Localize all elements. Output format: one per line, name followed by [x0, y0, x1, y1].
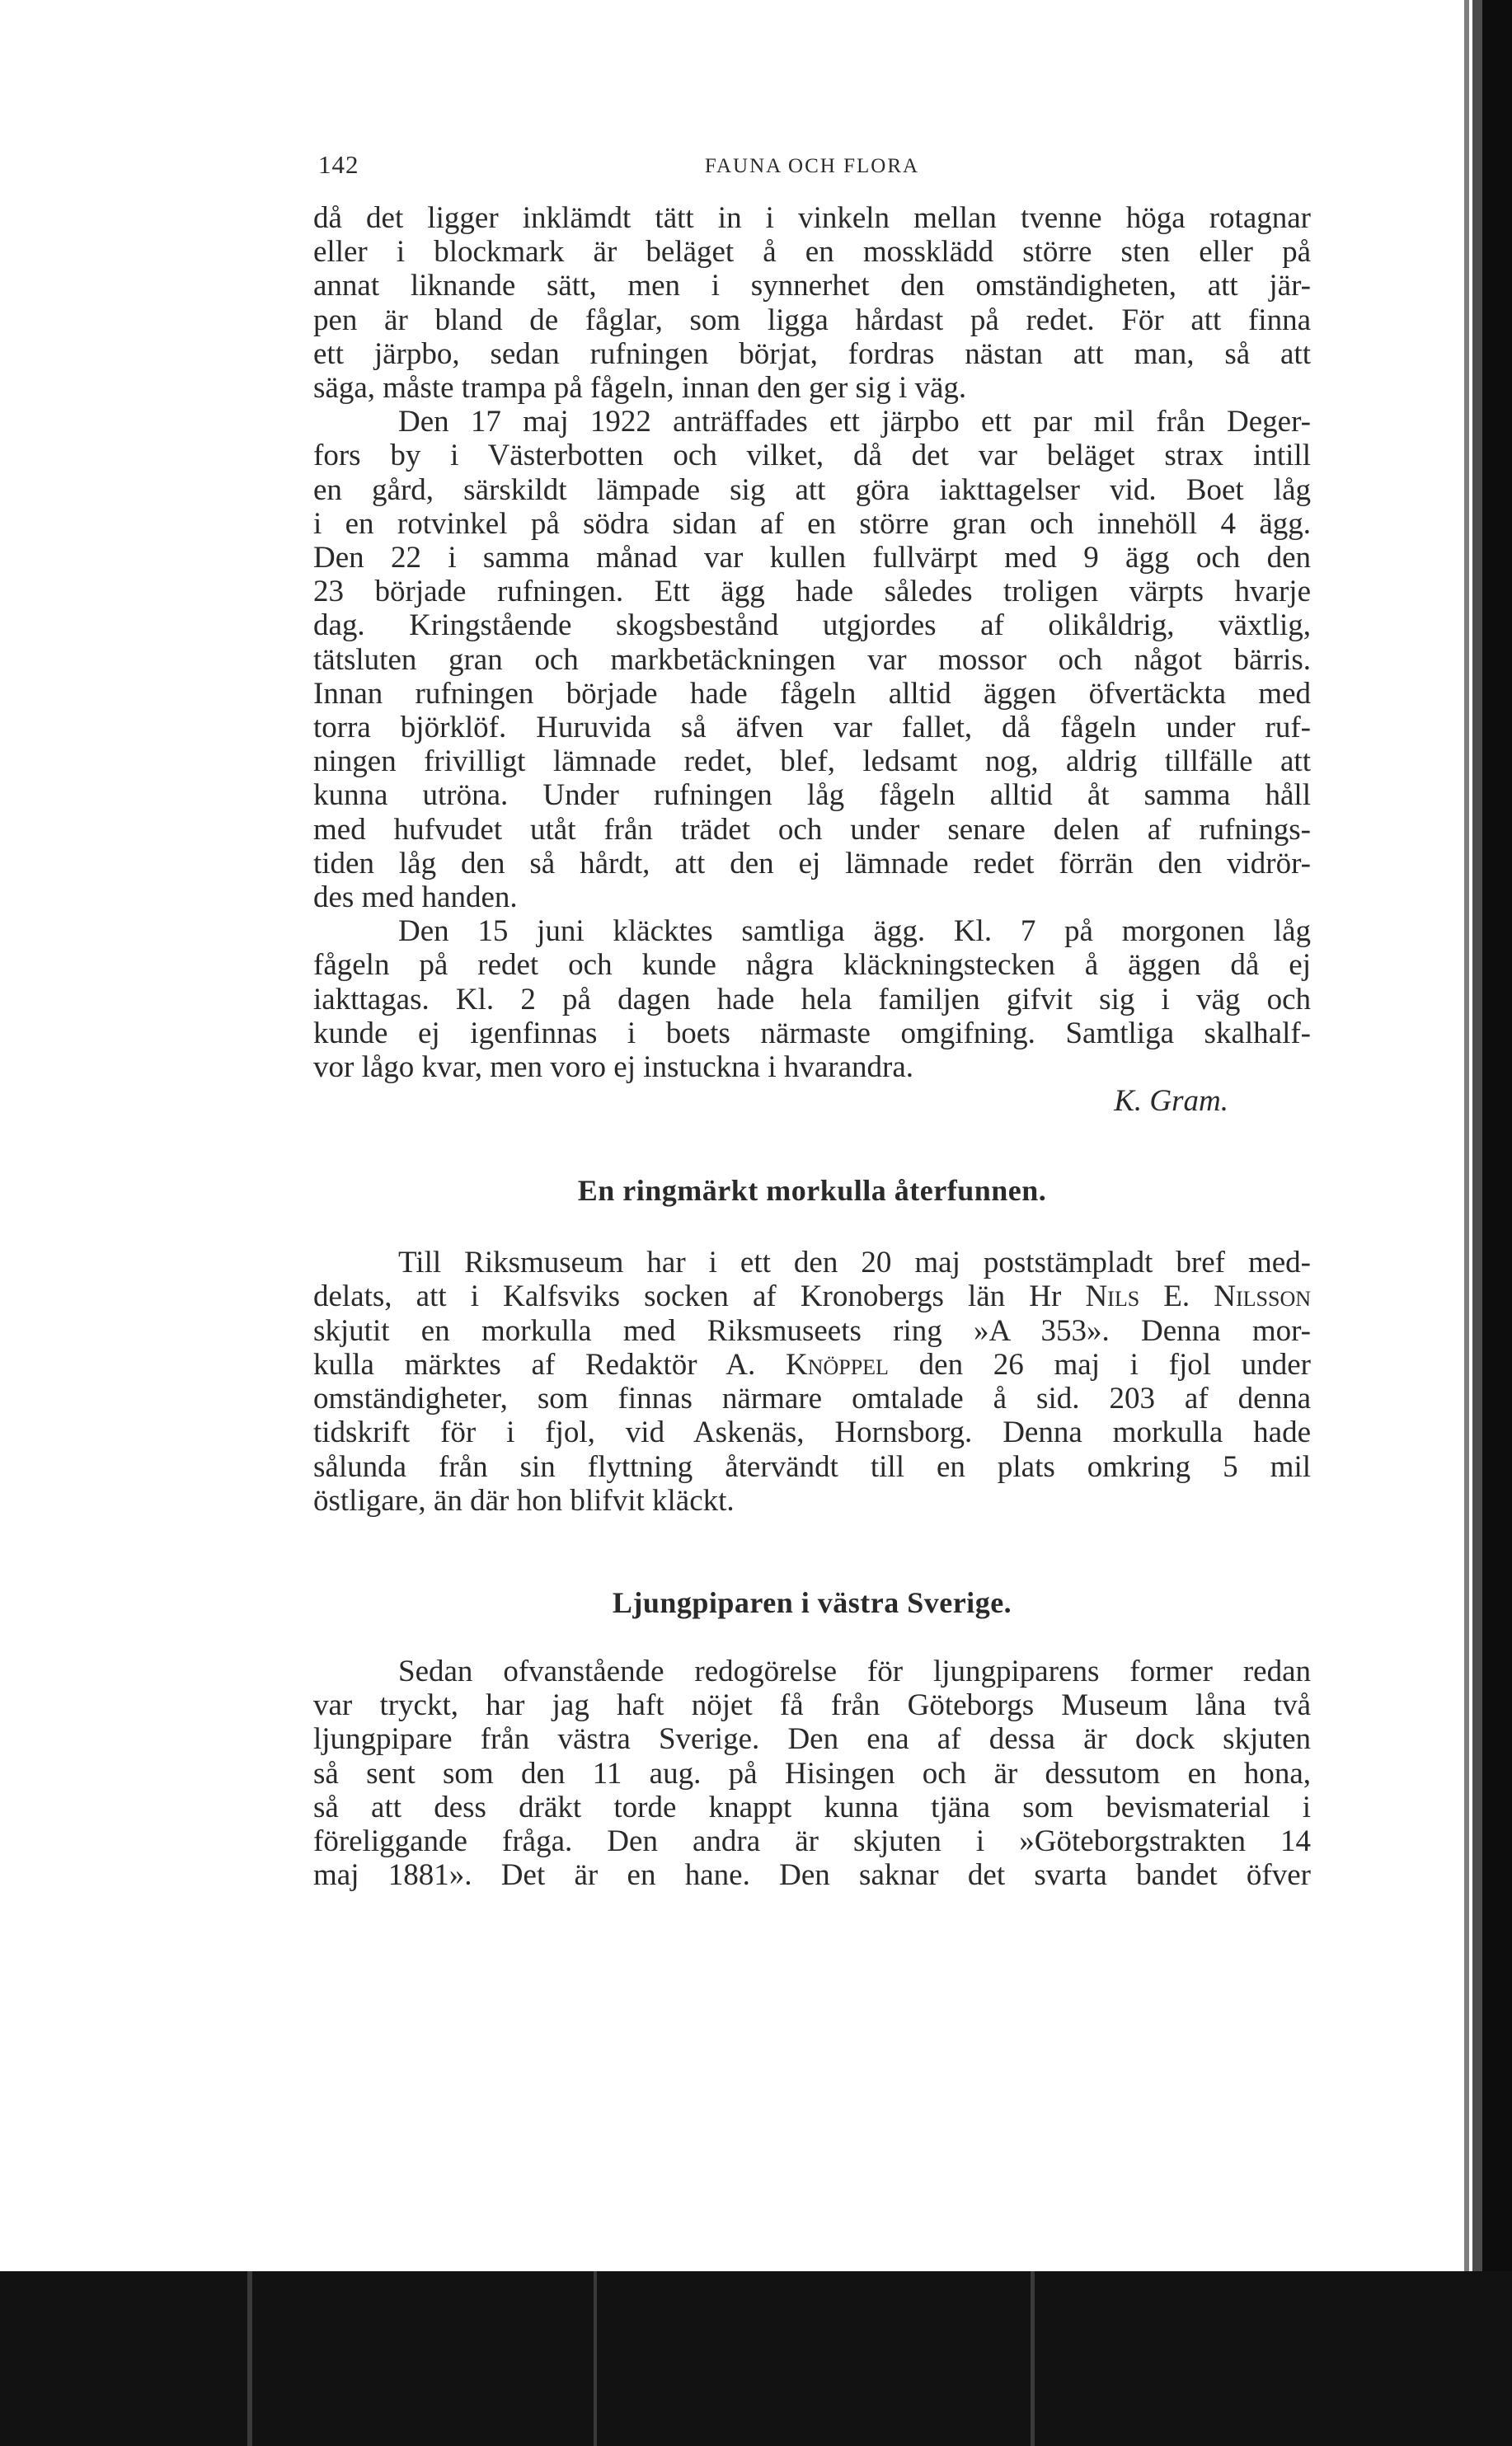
scan-edge-shadow: [1472, 0, 1482, 2446]
text-line: annat liknande sätt, men i synnerhet den omständigheten, att jär-: [313, 269, 1311, 303]
text-line: var tryckt, har jag haft nöjet få från Göteborgs Museum låna två: [313, 1688, 1311, 1723]
page-header: [313, 140, 1311, 190]
text-line: kulla märktes af Redaktör A. Knöppel den 26 maj i fjol under: [313, 1347, 1312, 1382]
scan-stripe: [247, 2271, 252, 2446]
article-title: Ljungpiparen i västra Sverige.: [612, 1585, 1012, 1619]
text-line: så att dess dräkt torde knappt kunna tjäna som bevismaterial i: [313, 1790, 1311, 1824]
page-number: 142: [318, 150, 359, 179]
text-line: Innan rufningen började hade fågeln alltid äggen öfvertäckta med: [313, 676, 1311, 711]
text-line: tidskrift för i fjol, vid Askenäs, Hornsborg. Denna morkulla hade: [313, 1415, 1311, 1450]
scan-edge-line: [1464, 0, 1469, 2446]
text-line: i en rotvinkel på södra sidan af en större gran och innehöll 4 ägg.: [313, 506, 1311, 541]
text-line: ljungpipare från västra Sverige. Den ena af dessa är dock skjuten: [313, 1722, 1311, 1757]
text-line: maj 1881». Det är en hane. Den saknar det svarta bandet öfver: [313, 1858, 1311, 1893]
text-line: ett järpbo, sedan rufningen börjat, fordras nästan att man, så att: [313, 336, 1311, 371]
article-ljungpiparen: [313, 1585, 1311, 1892]
article-jarpbo: [313, 201, 1311, 1119]
text-line: 23 började rufningen. Ett ägg hade således troligen värpts hvarje: [313, 575, 1311, 609]
text-line: kunde ej igenfinnas i boets närmaste omgifning. Samtliga skalhalf-: [313, 1016, 1311, 1050]
text-line: fors by i Västerbotten och vilket, då det var beläget strax intill: [313, 439, 1311, 473]
text-line: då det ligger inklämdt tätt in i vinkeln mellan tvenne höga rotagnar: [313, 201, 1311, 235]
scan-stripe: [594, 2271, 597, 2446]
author-signature: K. Gram.: [1114, 1084, 1228, 1119]
text-line: säga, måste trampa på fågeln, innan den ger sig i väg.: [313, 371, 967, 406]
text-line: vor lågo kvar, men voro ej instuckna i hvarandra.: [313, 1050, 914, 1085]
running-title: FAUNA OCH FLORA: [704, 155, 920, 177]
text-line: delats, att i Kalfsviks socken af Kronobergs län Hr Nils E. Nilsson: [313, 1279, 1311, 1314]
text-line: des med handen.: [313, 880, 518, 915]
text-line: med hufvudet utåt från trädet och under senare delen af rufnings-: [313, 812, 1311, 847]
text-line: Den 17 maj 1922 anträffades ett järpbo ett par mil från Deger-: [398, 405, 1311, 439]
paragraph: [313, 201, 1311, 405]
text-line: föreliggande fråga. Den andra är skjuten i »Göteborgstrakten 14: [313, 1824, 1311, 1858]
text-line: så sent som den 11 aug. på Hisingen och är dessutom en hona,: [313, 1756, 1311, 1791]
article-morkulla: [313, 1173, 1311, 1518]
text-line: sålunda från sin flyttning återvändt till en plats omkring 5 mil: [313, 1449, 1311, 1484]
article-title: En ringmärkt morkulla återfunnen.: [577, 1174, 1047, 1208]
scan-stripe: [1031, 2271, 1035, 2446]
text-line: tätsluten gran och markbetäckningen var mossor och något bärris.: [313, 642, 1311, 677]
book-page: [313, 140, 1311, 1892]
text-line: Den 15 juni kläcktes samtliga ägg. Kl. 7 på morgonen låg: [398, 914, 1311, 949]
text-line: kunna utröna. Under rufningen låg fågeln alltid åt samma håll: [313, 778, 1311, 813]
text-line: fågeln på redet och kunde några kläckningstecken å äggen då ej: [313, 948, 1311, 983]
text-line: en gård, särskildt lämpade sig att göra iakttagelser vid. Boet låg: [313, 472, 1311, 507]
scan-edge-bottom: [0, 2271, 1512, 2446]
text-line: eller i blockmark är beläget å en mossklädd större sten eller på: [313, 235, 1311, 270]
paragraph: [313, 405, 1311, 914]
text-line: dag. Kringstående skogsbestånd utgjordes af olikåldrig, växtlig,: [313, 608, 1311, 643]
text-line: östligare, än där hon blifvit kläckt.: [313, 1483, 735, 1518]
text-line: torra björklöf. Huruvida så äfven var fallet, då fågeln under ruf-: [313, 711, 1311, 745]
text-line: iakttagas. Kl. 2 på dagen hade hela familjen gifvit sig i väg och: [313, 982, 1311, 1016]
text-line: omständigheter, som finnas närmare omtalade å sid. 203 af denna: [313, 1382, 1311, 1416]
scan-edge-right: [1482, 0, 1512, 2446]
text-line: ningen frivilligt lämnade redet, blef, ledsamt nog, aldrig tillfälle att: [313, 744, 1311, 779]
text-line: Sedan ofvanstående redogörelse för ljungpiparens former redan: [398, 1654, 1311, 1688]
text-line: Den 22 i samma månad var kullen fullvärpt med 9 ägg och den: [313, 541, 1311, 575]
paragraph: [313, 914, 1311, 1084]
text-line: Till Riksmuseum har i ett den 20 maj poststämpladt bref med-: [398, 1246, 1311, 1280]
text-line: skjutit en morkulla med Riksmuseets ring »A 353». Denna mor-: [313, 1313, 1311, 1348]
text-line: tiden låg den så hårdt, att den ej lämnade redet förrän den vidrör-: [313, 846, 1311, 880]
text-line: pen är bland de fåglar, som ligga hårdast på redet. För att finna: [313, 303, 1311, 337]
